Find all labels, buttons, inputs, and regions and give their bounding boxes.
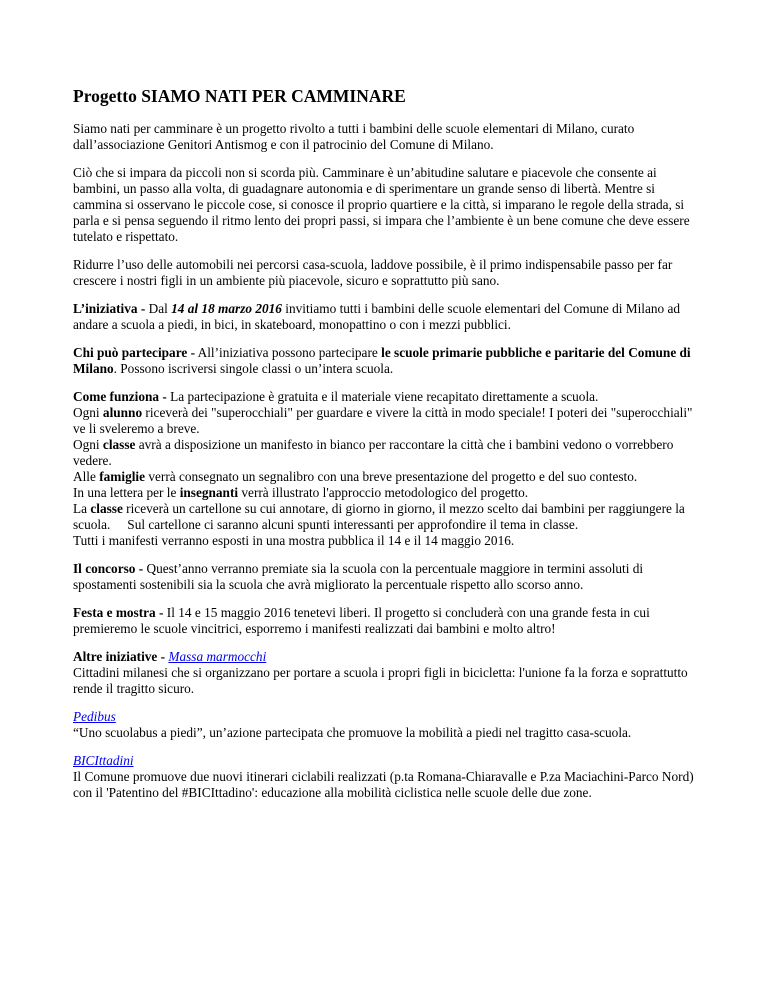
- iniziativa-pre: Dal: [145, 301, 172, 316]
- funziona-line-7: Tutti i manifesti verranno esposti in una mostra pubblica il 14 e il 14 maggio 2016.: [73, 533, 515, 548]
- iniziativa-dates: 14 al 18 marzo 2016: [171, 301, 282, 316]
- link-bicittadini[interactable]: BICIttadini: [73, 753, 134, 768]
- partecipare-label: Chi può partecipare -: [73, 345, 196, 360]
- section-altre: [73, 649, 696, 697]
- intro-paragraph: Siamo nati per camminare è un progetto rivolto a tutti i bambini delle scuole elementari di Milano, curato dall’associazione Genitori Antismog e con il patrocinio del Comune di Milano.: [73, 121, 635, 152]
- funziona-l4-pre: Alle: [73, 469, 100, 484]
- section-funziona: [73, 389, 696, 549]
- funziona-l6-b: Sul cartellone ci saranno alcuni spunti interessanti per approfondire il tema in classe.: [127, 517, 579, 532]
- funziona-l2-post: riceverà dei "superocchiali" per guardare e vivere la città in modo speciale! I poteri dei "superocchiali" ve li sveleremo a breve.: [73, 405, 693, 436]
- funziona-l5-pre: In una lettera per le: [73, 485, 180, 500]
- funziona-l6-pre: La: [73, 501, 91, 516]
- concorso-text: Quest’anno verranno premiate sia la scuola con la percentuale maggiore in termini assoluti di spostamenti sostenibili sia la scuola che avrà migliorato la percentuale rispetto allo scorso anno.: [73, 561, 644, 592]
- paragraph-cars: Ridurre l’uso delle automobili nei percorsi casa-scuola, laddove possibile, è il primo indispensabile passo per far crescere i nostri figli in un ambiente più piacevole, sicuro e soprattutto più sano.: [73, 257, 673, 288]
- funziona-l3-post: avrà a disposizione un manifesto in bianco per raccontare la città che i bambini vedono o vorrebbero vedere.: [73, 437, 674, 468]
- funziona-l6-a: riceverà un cartellone su cui annotare, di giorno in giorno, il mezzo scelto dai bambini per raggiungere la scuola.: [73, 501, 685, 532]
- bicittadini-text: Il Comune promuove due nuovi itinerari ciclabili realizzati (p.ta Romana-Chiaravalle e P.za Maciachini-Parco Nord) con il 'Patentino del #BICIttadino': educazione alla mobilità ciclistica nelle scuole delle due zone.: [73, 769, 694, 800]
- page-title: Progetto SIAMO NATI PER CAMMINARE: [73, 86, 406, 106]
- partecipare-pre: All’iniziativa possono partecipare: [195, 345, 382, 360]
- iniziativa-text: invitiamo tutti i bambini delle scuole elementari del Comune di Milano ad andare a scuola a piedi, in bici, in skateboard, monopattino o con i mezzi pubblici.: [73, 301, 681, 332]
- section-pedibus: [73, 709, 696, 741]
- altre-label: Altre iniziative -: [73, 649, 166, 664]
- partecipare-bold: le scuole primarie pubbliche e paritarie del Comune di Milano: [73, 345, 691, 376]
- funziona-l5-bold: insegnanti: [179, 485, 239, 500]
- funziona-l2-bold: alunno: [102, 405, 143, 420]
- section-iniziativa: [73, 301, 696, 333]
- section-partecipare: [73, 345, 696, 377]
- paragraph-learning: Ciò che si impara da piccoli non si scorda più. Camminare è un’abitudine salutare e piacevole che consente ai bambini, un passo alla volta, di guadagnare autonomia e di sperimentare un grande senso di libertà. Mentre si cammina si osservano le piccole cose, si conosce il proprio quartiere e la città, si imparano le regole della strada, si parla e si pensa seguendo il ritmo lento dei propri passi, si impara che l’ambiente è un bene comune che deve essere tutelato e rispettato.: [73, 165, 690, 244]
- concorso-label: Il concorso -: [73, 561, 144, 576]
- section-festa: [73, 605, 696, 637]
- funziona-l4-post: verrà consegnato un segnalibro con una breve presentazione del progetto e del suo contesto.: [145, 469, 638, 484]
- festa-label: Festa e mostra -: [73, 605, 164, 620]
- funziona-l3-pre: Ogni: [73, 437, 103, 452]
- funziona-l4-bold: famiglie: [99, 469, 146, 484]
- massa-marmocchi-text: Cittadini milanesi che si organizzano per portare a scuola i propri figli in bicicletta: l'unione fa la forza e soprattutto rende il tragitto sicuro.: [73, 665, 688, 696]
- funziona-l6-bold: classe: [90, 501, 123, 516]
- pedibus-text: “Uno scuolabus a piedi”, un’azione partecipata che promuove la mobilità a piedi nel tragitto casa-scuola.: [73, 725, 632, 740]
- section-bicittadini: [73, 753, 696, 801]
- festa-text: Il 14 e 15 maggio 2016 tenetevi liberi. Il progetto si concluderà con una grande festa in cui premieremo le scuole vincitrici, esporremo i manifesti realizzati dai bambini e molto altro!: [73, 605, 650, 636]
- link-pedibus[interactable]: Pedibus: [73, 709, 116, 724]
- section-concorso: [73, 561, 696, 593]
- funziona-l5-post: verrà illustrato l'approccio metodologico del progetto.: [238, 485, 529, 500]
- funziona-l2-pre: Ogni: [73, 405, 103, 420]
- partecipare-post: . Possono iscriversi singole classi o un’intera scuola.: [113, 361, 394, 376]
- funziona-line-1: La partecipazione è gratuita e il materiale viene recapitato direttamente a scuola.: [166, 389, 599, 404]
- funziona-label: Come funziona -: [73, 389, 167, 404]
- iniziativa-label: L’iniziativa -: [73, 301, 146, 316]
- link-massa-marmocchi[interactable]: Massa marmocchi: [168, 649, 267, 664]
- funziona-l3-bold: classe: [102, 437, 136, 452]
